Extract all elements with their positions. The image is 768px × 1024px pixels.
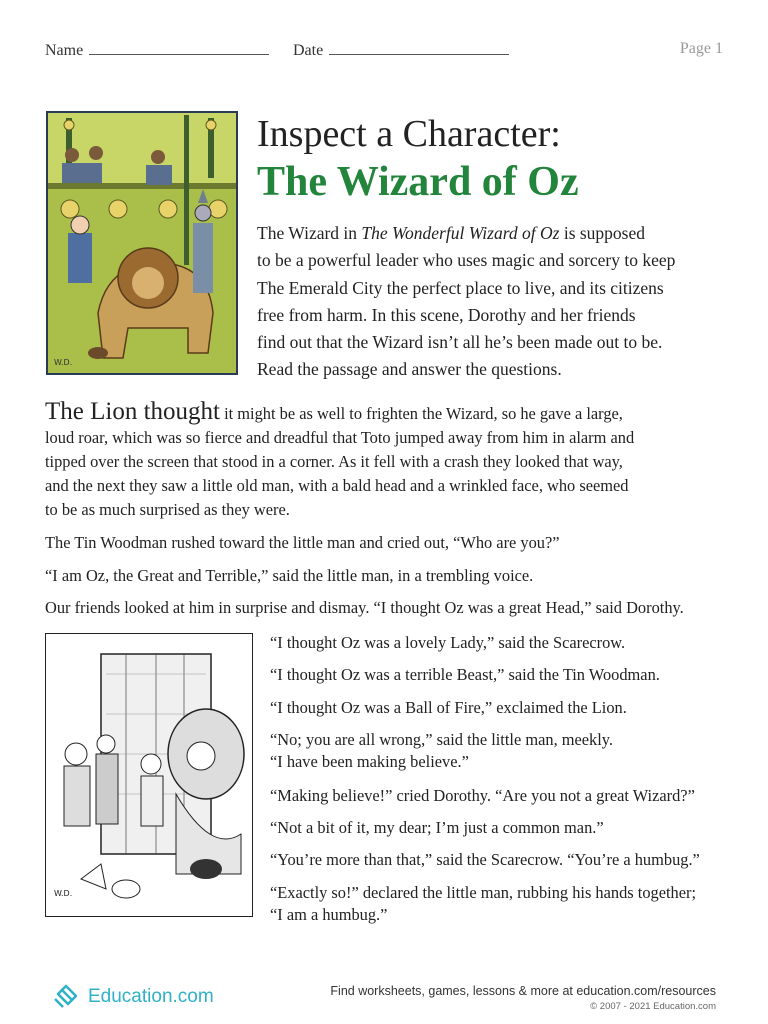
intro-line: The Wizard in The Wonderful Wizard of Oz is supposed [257,223,646,243]
intro-line: The Emerald City the perfect place to live, and its citizens [257,277,664,298]
footer-copyright: © 2007 - 2021 Education.com [590,1001,716,1012]
passage-paragraph: “I am Oz, the Great and Terrible,” said the little man, in a trembling voice. [45,566,534,585]
passage-line: to be as much surprised as they were. [45,500,290,519]
passage-line: and the next they saw a little old man, with a bald head and a wrinkled face, who seemed [45,476,629,495]
dialogue-line: “You’re more than that,” said the Scarecrow. “You’re a humbug.” [270,850,700,869]
passage-line: tipped over the screen that stood in a corner. As it fell with a crash they looked that way, [45,452,623,471]
date-field [293,40,509,60]
passage-paragraph: Our friends looked at him in surprise and dismay. “I thought Oz was a great Head,” said Dorothy. [45,598,684,617]
intro-line: to be a powerful leader who uses magic and sorcery to keep [257,250,676,271]
passage-opening [45,400,725,522]
page-subtitle: The Wizard of Oz [257,159,579,205]
dialogue-line: “No; you are all wrong,” said the little man, meekly. “I have been making believe.” [270,730,614,771]
brand-name: Education.com [88,986,214,1007]
intro-line: free from harm. In this scene, Dorothy and her friends [257,304,636,325]
footer-info [330,984,716,1012]
svg-text:W.D.: W.D. [54,358,73,367]
dialogue-line: “Exactly so!” declared the little man, rubbing his hands together; “I am a humbug.” [270,883,697,924]
intro-line: Read the passage and answer the questions. [257,359,562,380]
wizard-bw-illustration [45,633,253,917]
wizard-color-illustration [46,111,238,375]
passage-line: The Lion thought it might be as well to frighten the Wizard, so he gave a large, [45,398,623,425]
dialogue-line: “Making believe!” cried Dorothy. “Are you not a great Wizard?” [270,786,695,805]
dialogue-line: “Not a bit of it, my dear; I’m just a common man.” [270,818,604,837]
name-label: Name [45,42,84,59]
name-line[interactable] [89,40,269,55]
passage-dropcap: The Lion thought [45,398,220,425]
passage-paragraph: The Tin Woodman rushed toward the little man and cried out, “Who are you?” [45,533,560,552]
footer-tagline[interactable]: Find worksheets, games, lessons & more at education.com/resources [330,984,716,998]
book-title: The Wonderful Wizard of Oz [361,223,560,243]
page-number: Page 1 [679,40,723,57]
intro-line: find out that the Wizard isn’t all he’s been made out to be. [257,332,663,353]
date-label: Date [293,42,324,59]
dialogue-line: “I thought Oz was a terrible Beast,” said the Tin Woodman. [270,665,660,684]
page-title: Inspect a Character: [257,113,561,155]
passage-line: loud roar, which was so fierce and dreadful that Toto jumped away from him in alarm and [45,428,635,447]
dialogue-line: “I thought Oz was a Ball of Fire,” exclaimed the Lion. [270,698,627,717]
name-field [45,40,269,60]
education-logo-icon [52,980,82,1015]
svg-text:W.D.: W.D. [54,889,73,898]
education-logo[interactable] [52,979,214,1015]
dialogue-line: “I thought Oz was a lovely Lady,” said the Scarecrow. [270,633,626,652]
worksheet-header [45,40,723,64]
intro-text [257,220,717,384]
date-line[interactable] [329,40,509,55]
